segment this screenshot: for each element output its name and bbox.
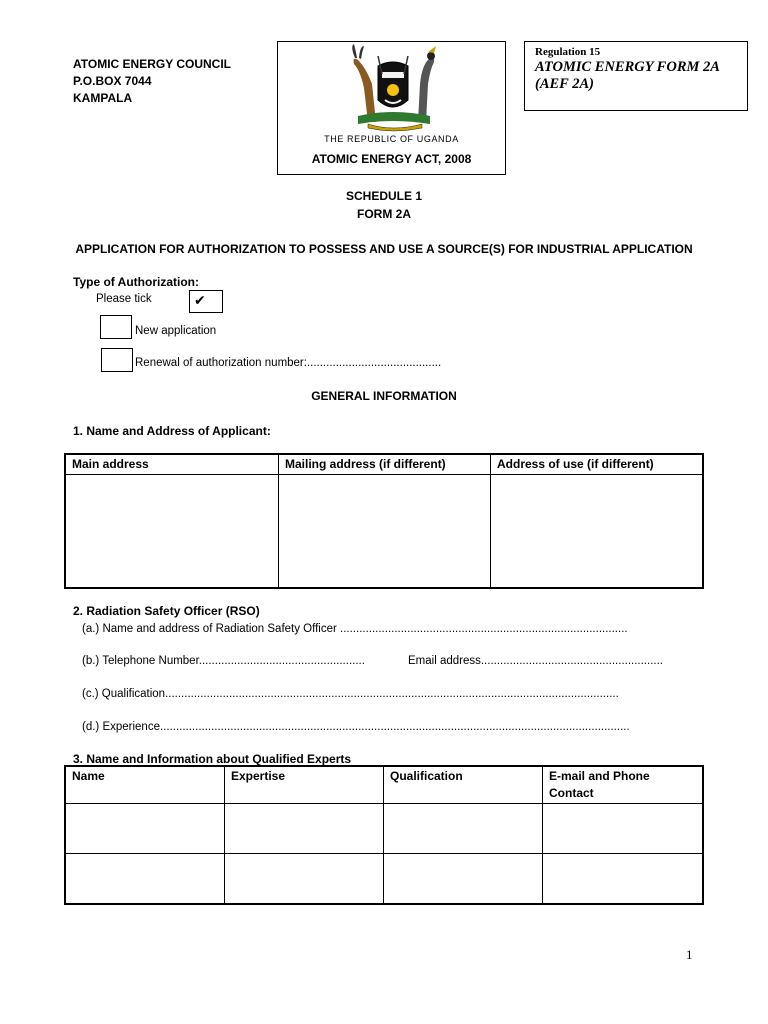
form-title-line1: ATOMIC ENERGY FORM 2A <box>535 59 720 75</box>
main-address-cell[interactable] <box>65 475 279 589</box>
org-name: ATOMIC ENERGY COUNCIL <box>73 57 232 71</box>
expert-qualification-cell[interactable] <box>384 854 543 904</box>
section1-heading: 1. Name and Address of Applicant: <box>73 424 271 438</box>
column-email-phone: E-mail and Phone Contact <box>543 766 704 804</box>
rso-qualification-field[interactable]: (c.) Qualification.............................................................................................................................................. <box>82 688 619 700</box>
rso-telephone-field[interactable]: (b.) Telephone Number.................................................... <box>82 655 365 667</box>
organization-address <box>73 56 231 107</box>
mailing-address-cell[interactable] <box>279 475 491 589</box>
new-application-label: New application <box>135 325 217 337</box>
page-number: 1 <box>686 947 693 962</box>
column-main-address: Main address <box>65 454 279 475</box>
regulation-label: Regulation 15 <box>535 46 601 58</box>
expert-contact-cell[interactable] <box>543 854 704 904</box>
column-name: Name <box>65 766 225 804</box>
table-row <box>65 854 703 904</box>
expert-name-cell[interactable] <box>65 804 225 854</box>
authorization-heading: Type of Authorization: <box>73 275 199 289</box>
regulation-box <box>524 41 748 111</box>
section3-heading: 3. Name and Information about Qualified Experts <box>73 752 352 766</box>
uganda-coat-of-arms-icon <box>338 44 448 132</box>
column-address-of-use: Address of use (if different) <box>491 454 704 475</box>
general-information-heading: GENERAL INFORMATION <box>311 389 457 403</box>
column-expertise: Expertise <box>225 766 384 804</box>
renewal-checkbox[interactable] <box>101 348 133 372</box>
rso-email-field[interactable]: Email address......................................................... <box>408 655 663 667</box>
expert-contact-cell[interactable] <box>543 804 704 854</box>
table-row <box>65 804 703 854</box>
city: KAMPALA <box>73 91 133 105</box>
applicant-address-table <box>64 453 704 589</box>
tick-mark-icon: ✔ <box>194 292 206 308</box>
address-of-use-cell[interactable] <box>491 475 704 589</box>
form-label: FORM 2A <box>357 207 411 221</box>
expert-expertise-cell[interactable] <box>225 804 384 854</box>
form-title-line2: (AEF 2A) <box>535 76 594 92</box>
republic-label: THE REPUBLIC OF UGANDA <box>324 134 459 144</box>
rso-experience-field[interactable]: (d.) Experience................................................................................................................................................... <box>82 721 630 733</box>
application-title: APPLICATION FOR AUTHORIZATION TO POSSESS AND USE A SOURCE(S) FOR INDUSTRIAL APPLICATION <box>75 242 693 256</box>
coat-of-arms-box <box>277 41 506 175</box>
expert-qualification-cell[interactable] <box>384 804 543 854</box>
column-mailing-address: Mailing address (if different) <box>279 454 491 475</box>
tick-example-box <box>189 290 223 313</box>
expert-name-cell[interactable] <box>65 854 225 904</box>
schedule-label: SCHEDULE 1 <box>345 189 422 203</box>
expert-expertise-cell[interactable] <box>225 854 384 904</box>
rso-name-address-field[interactable]: (a.) Name and address of Radiation Safety Officer .......................................................................................... <box>82 623 628 635</box>
column-qualification: Qualification <box>384 766 543 804</box>
renewal-label: Renewal of authorization number:.......................................... <box>135 357 442 369</box>
po-box: P.O.BOX 7044 <box>73 74 152 88</box>
section2-heading: 2. Radiation Safety Officer (RSO) <box>73 604 260 618</box>
qualified-experts-table <box>64 765 704 905</box>
new-application-checkbox[interactable] <box>100 315 132 339</box>
act-label: ATOMIC ENERGY ACT, 2008 <box>311 152 472 166</box>
form-title <box>535 59 737 93</box>
please-tick-label: Please tick <box>96 293 152 305</box>
